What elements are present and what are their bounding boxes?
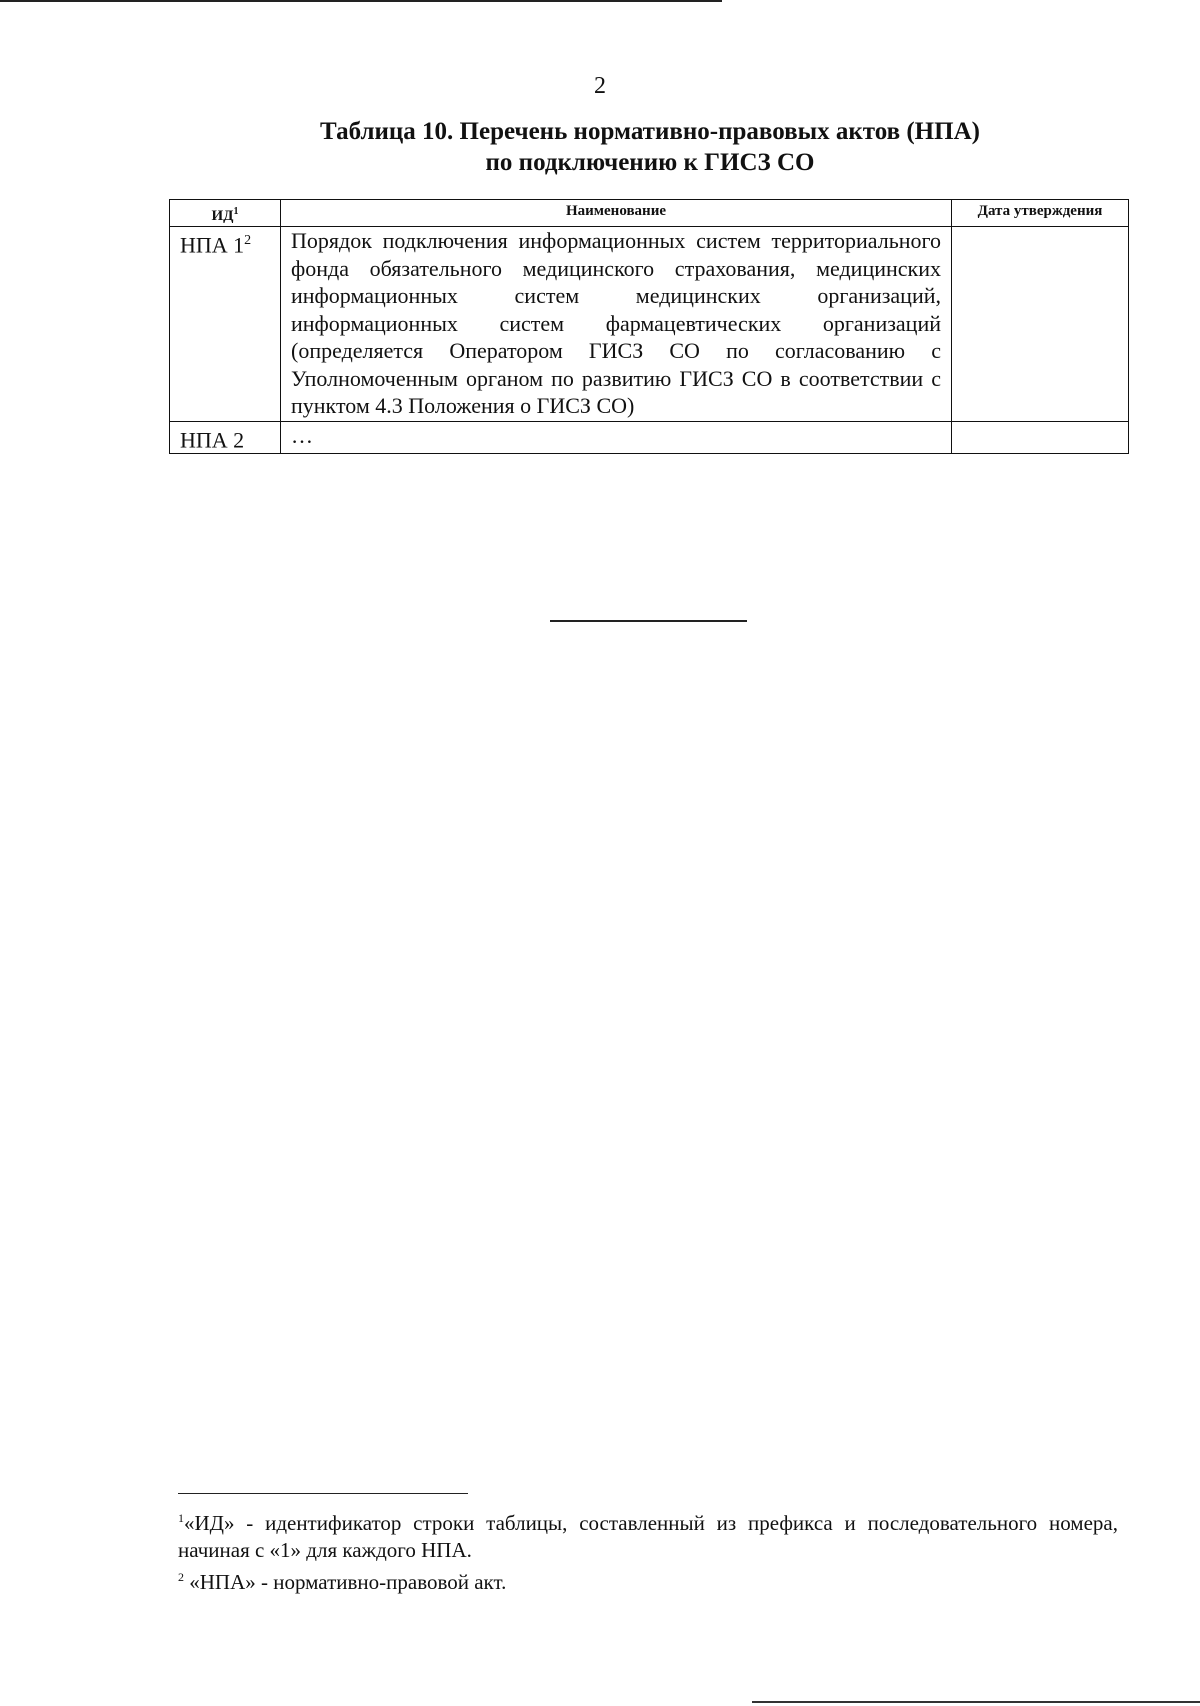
table-row xyxy=(170,227,1129,422)
footnote-separator-rule xyxy=(178,1493,468,1494)
bottom-edge-rule xyxy=(752,1701,1200,1703)
footnote-2 xyxy=(178,1564,1118,1596)
table-row xyxy=(170,421,1129,454)
page-number: 2 xyxy=(594,73,606,99)
row-date xyxy=(952,227,1129,422)
row-name: … xyxy=(281,421,952,454)
header-id-label: ИД xyxy=(211,208,234,224)
table-header-row xyxy=(170,200,1129,227)
row-id-cell xyxy=(170,421,281,454)
table-title-line-2: по подключению к ГИСЗ СО xyxy=(485,149,815,176)
top-edge-rule xyxy=(0,0,722,2)
footnote-1-text: «ИД» - идентификатор строки таблицы, составленный из префикса и последовательного номера, начиная с «1» для каждого НПА. xyxy=(178,1511,1118,1562)
header-date: Дата утверждения xyxy=(952,200,1129,227)
header-id xyxy=(170,200,281,227)
footnotes xyxy=(178,1505,1118,1596)
row-id: НПА 1 xyxy=(180,232,245,258)
header-name: Наименование xyxy=(281,200,952,227)
footnote-2-marker: 2 xyxy=(178,1570,184,1584)
footnote-1 xyxy=(178,1505,1118,1564)
row-id: НПА 2 xyxy=(180,426,245,452)
row-date xyxy=(952,421,1129,454)
table-title-line-1: Таблица 10. Перечень нормативно-правовых актов (НПА) xyxy=(320,118,980,145)
footnote-2-text: «НПА» - нормативно-правовой акт. xyxy=(184,1570,507,1594)
section-separator-rule xyxy=(550,620,747,622)
table-title xyxy=(180,116,1120,178)
row-id-footnote-ref: 2 xyxy=(244,233,252,248)
header-id-footnote-ref: 1 xyxy=(233,206,239,217)
row-name: Порядок подключения информационных систем территориального фонда обязательного медицинского страхования, медицинских информационных систем медицинских организаций, информационных систем фармацевтических организаций (определяется Оператором ГИСЗ СО по согласованию с Уполномоченным органом по развитию ГИСЗ СО в соответствии с пунктом 4.3 Положения о ГИСЗ СО) xyxy=(281,227,952,422)
npa-table xyxy=(169,199,1129,454)
row-id-cell xyxy=(170,227,281,422)
footnote-1-marker: 1 xyxy=(178,1511,184,1525)
